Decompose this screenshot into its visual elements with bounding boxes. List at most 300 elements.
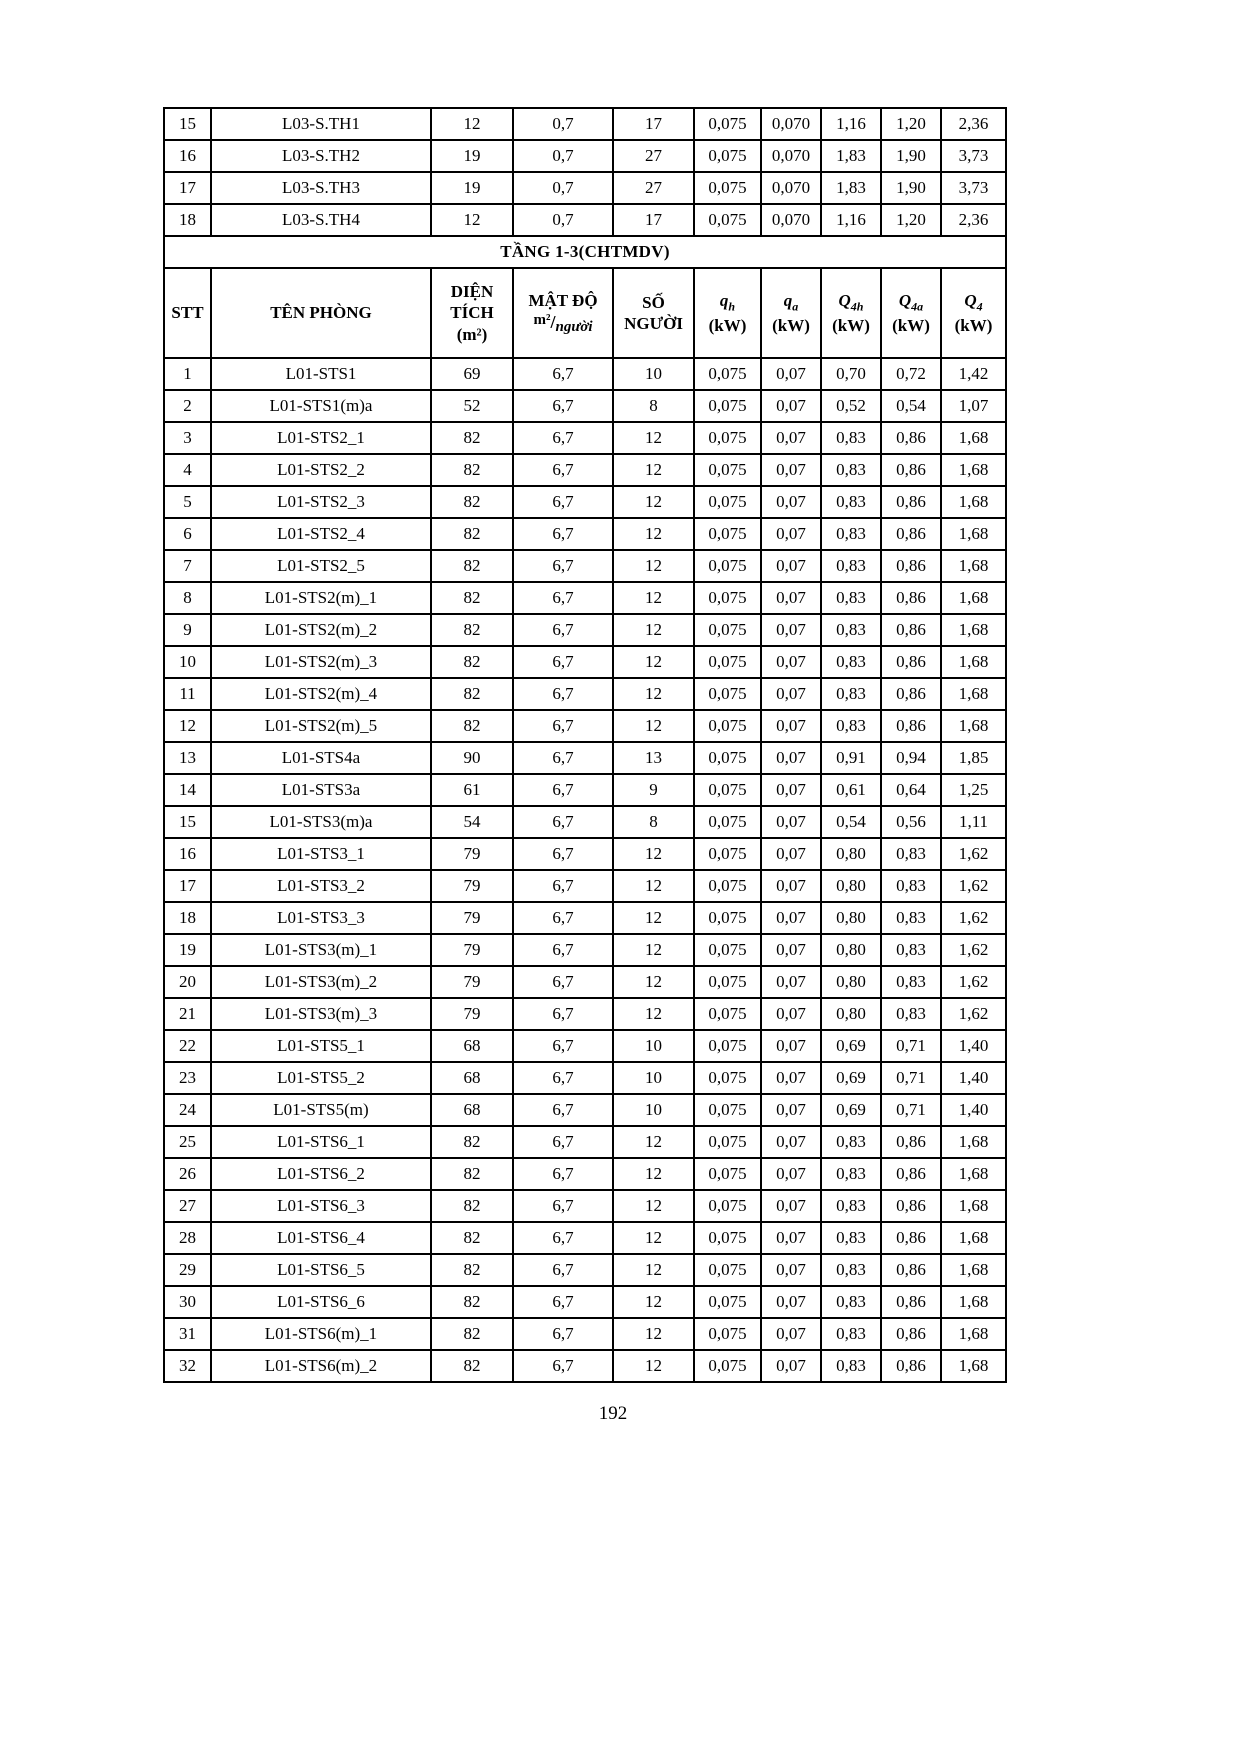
col-header-q4: [941, 268, 1006, 358]
table-cell: L01-STS2(m)_4: [211, 678, 431, 710]
table-cell: 12: [431, 108, 513, 140]
section-body: [164, 236, 1006, 358]
table-cell: 82: [431, 1318, 513, 1350]
table-cell: 0,07: [761, 550, 821, 582]
table-cell: 10: [164, 646, 211, 678]
frac-denominator: người: [555, 318, 593, 335]
table-cell: 0,86: [881, 550, 941, 582]
table-row: [164, 1222, 1006, 1254]
table-cell: 1,90: [881, 140, 941, 172]
table-cell: 82: [431, 486, 513, 518]
table-cell: 1,62: [941, 998, 1006, 1030]
table-cell: 0,07: [761, 358, 821, 390]
col-header-ten-phong: TÊN PHÒNG: [211, 268, 431, 358]
table-cell: 16: [164, 838, 211, 870]
table-cell: 0,86: [881, 614, 941, 646]
col-header-stt: STT: [164, 268, 211, 358]
table-cell: 5: [164, 486, 211, 518]
table-cell: L01-STS3(m)_1: [211, 934, 431, 966]
table-cell: 6,7: [513, 614, 613, 646]
table-cell: 0,07: [761, 998, 821, 1030]
table-cell: 12: [613, 1350, 694, 1382]
table-cell: 12: [613, 934, 694, 966]
table-cell: 6,7: [513, 1062, 613, 1094]
table-cell: 79: [431, 870, 513, 902]
table-cell: 6,7: [513, 550, 613, 582]
table-cell: 12: [613, 614, 694, 646]
table-cell: 9: [613, 774, 694, 806]
table-cell: 0,075: [694, 204, 761, 236]
main-rows-body: [164, 358, 1006, 1382]
table-cell: 1,68: [941, 1350, 1006, 1382]
table-cell: 0,61: [821, 774, 881, 806]
table-cell: 4: [164, 454, 211, 486]
table-cell: 82: [431, 1190, 513, 1222]
table-cell: L01-STS3_3: [211, 902, 431, 934]
table-row: [164, 172, 1006, 204]
table-cell: L01-STS6_6: [211, 1286, 431, 1318]
table-cell: 1,16: [821, 204, 881, 236]
table-cell: 12: [613, 902, 694, 934]
table-cell: 12: [613, 582, 694, 614]
table-cell: L01-STS6(m)_2: [211, 1350, 431, 1382]
table-cell: 0,83: [881, 870, 941, 902]
table-cell: 0,075: [694, 390, 761, 422]
table-cell: 12: [613, 454, 694, 486]
table-cell: 0,07: [761, 774, 821, 806]
table-cell: 12: [613, 710, 694, 742]
table-cell: 0,07: [761, 1350, 821, 1382]
table-row: [164, 1126, 1006, 1158]
table-cell: L01-STS3_1: [211, 838, 431, 870]
table-cell: 12: [613, 646, 694, 678]
table-cell: 0,86: [881, 646, 941, 678]
table-cell: 0,075: [694, 1158, 761, 1190]
table-row: [164, 838, 1006, 870]
table-cell: 0,075: [694, 550, 761, 582]
table-cell: L03-S.TH2: [211, 140, 431, 172]
math-symbol: [944, 290, 1003, 314]
symbol-subscript: 4: [976, 299, 983, 314]
table-cell: 13: [164, 742, 211, 774]
table-cell: 0,86: [881, 1350, 941, 1382]
table-cell: 82: [431, 1286, 513, 1318]
table-cell: 0,86: [881, 582, 941, 614]
table-cell: 82: [431, 422, 513, 454]
table-cell: 0,07: [761, 966, 821, 998]
table-row: [164, 1062, 1006, 1094]
table-cell: 0,075: [694, 582, 761, 614]
table-cell: 0,86: [881, 422, 941, 454]
table-cell: 79: [431, 838, 513, 870]
table-cell: 0,86: [881, 486, 941, 518]
table-cell: 0,075: [694, 454, 761, 486]
table-cell: 16: [164, 140, 211, 172]
table-cell: 1,68: [941, 614, 1006, 646]
table-cell: 0,83: [821, 710, 881, 742]
table-cell: L03-S.TH1: [211, 108, 431, 140]
symbol-subscript: 4a: [911, 299, 924, 314]
table-row: [164, 774, 1006, 806]
table-cell: 1,83: [821, 140, 881, 172]
table-cell: 0,07: [761, 1286, 821, 1318]
table-cell: 82: [431, 1158, 513, 1190]
table-cell: 12: [613, 678, 694, 710]
table-cell: 79: [431, 998, 513, 1030]
table-cell: 0,07: [761, 1254, 821, 1286]
table-cell: 12: [613, 1254, 694, 1286]
table-cell: 0,64: [881, 774, 941, 806]
table-cell: 6,7: [513, 358, 613, 390]
table-cell: 22: [164, 1030, 211, 1062]
table-cell: 68: [431, 1030, 513, 1062]
table-cell: 0,075: [694, 1222, 761, 1254]
table-cell: L03-S.TH4: [211, 204, 431, 236]
symbol-base: Q: [964, 291, 977, 311]
table-cell: 0,86: [881, 710, 941, 742]
table-cell: 0,91: [821, 742, 881, 774]
table-cell: 0,07: [761, 870, 821, 902]
table-cell: 6,7: [513, 518, 613, 550]
table-cell: L01-STS1: [211, 358, 431, 390]
table-cell: 1,07: [941, 390, 1006, 422]
table-cell: L01-STS6_3: [211, 1190, 431, 1222]
table-cell: 68: [431, 1062, 513, 1094]
table-cell: 1,40: [941, 1094, 1006, 1126]
table-cell: 52: [431, 390, 513, 422]
table-cell: 0,80: [821, 902, 881, 934]
table-row: [164, 204, 1006, 236]
table-cell: 0,7: [513, 204, 613, 236]
table-cell: 1,68: [941, 550, 1006, 582]
table-cell: L01-STS2(m)_5: [211, 710, 431, 742]
table-cell: 6,7: [513, 1126, 613, 1158]
table-cell: L01-STS2_1: [211, 422, 431, 454]
table-cell: 0,07: [761, 806, 821, 838]
table-cell: 0,075: [694, 1254, 761, 1286]
col-header-qa: [761, 268, 821, 358]
cooling-load-table: [163, 107, 1007, 1383]
table-cell: 1,42: [941, 358, 1006, 390]
table-cell: 1,68: [941, 1126, 1006, 1158]
table-cell: 12: [613, 838, 694, 870]
table-cell: 6,7: [513, 1094, 613, 1126]
table-cell: 8: [164, 582, 211, 614]
table-cell: 82: [431, 1350, 513, 1382]
table-cell: 0,83: [881, 998, 941, 1030]
table-cell: 0,86: [881, 454, 941, 486]
table-cell: 11: [164, 678, 211, 710]
table-cell: 0,83: [821, 646, 881, 678]
table-cell: 0,075: [694, 172, 761, 204]
table-cell: 0,83: [821, 678, 881, 710]
table-cell: 0,075: [694, 1062, 761, 1094]
table-cell: L01-STS2_5: [211, 550, 431, 582]
table-cell: 21: [164, 998, 211, 1030]
table-cell: L01-STS2_3: [211, 486, 431, 518]
table-cell: 0,80: [821, 934, 881, 966]
table-cell: 82: [431, 710, 513, 742]
table-cell: 6,7: [513, 742, 613, 774]
table-cell: L01-STS5_1: [211, 1030, 431, 1062]
table-cell: L01-STS3(m)a: [211, 806, 431, 838]
table-cell: 0,83: [881, 838, 941, 870]
table-cell: 6,7: [513, 998, 613, 1030]
table-cell: 0,52: [821, 390, 881, 422]
table-cell: 6,7: [513, 806, 613, 838]
table-cell: 0,69: [821, 1062, 881, 1094]
unit-label: (kW): [954, 315, 993, 335]
table-cell: 10: [613, 1062, 694, 1094]
table-cell: 82: [431, 678, 513, 710]
table-cell: 0,075: [694, 710, 761, 742]
table-cell: 0,07: [761, 1094, 821, 1126]
table-cell: 1,90: [881, 172, 941, 204]
unit-label: (kW): [772, 315, 810, 335]
table-cell: 0,075: [694, 358, 761, 390]
table-cell: 79: [431, 966, 513, 998]
table-cell: 6,7: [513, 838, 613, 870]
table-cell: L01-STS2_4: [211, 518, 431, 550]
table-cell: 32: [164, 1350, 211, 1382]
table-row: [164, 966, 1006, 998]
math-symbol: [824, 290, 878, 314]
table-cell: 1,83: [821, 172, 881, 204]
table-cell: 0,86: [881, 1190, 941, 1222]
table-cell: L01-STS3a: [211, 774, 431, 806]
table-cell: 0,83: [881, 934, 941, 966]
table-cell: 0,71: [881, 1030, 941, 1062]
header-line: SỐ: [642, 292, 665, 312]
table-cell: L01-STS5_2: [211, 1062, 431, 1094]
table-cell: 0,56: [881, 806, 941, 838]
table-cell: 6,7: [513, 1190, 613, 1222]
table-cell: 0,07: [761, 902, 821, 934]
table-header-row: [164, 268, 1006, 358]
table-cell: 0,07: [761, 838, 821, 870]
table-cell: 6,7: [513, 1222, 613, 1254]
symbol-base: q: [719, 291, 729, 311]
table-cell: 0,070: [761, 108, 821, 140]
table-cell: 0,86: [881, 1158, 941, 1190]
table-cell: 0,075: [694, 678, 761, 710]
section-title-row: [164, 236, 1006, 268]
table-cell: 2,36: [941, 204, 1006, 236]
table-cell: 8: [613, 390, 694, 422]
table-cell: 82: [431, 454, 513, 486]
col-header-dien-tich: [431, 268, 513, 358]
table-cell: 1,68: [941, 422, 1006, 454]
table-cell: 1,68: [941, 1222, 1006, 1254]
table-cell: 17: [613, 108, 694, 140]
table-cell: 1,62: [941, 934, 1006, 966]
table-row: [164, 582, 1006, 614]
table-cell: 6,7: [513, 1350, 613, 1382]
table-cell: 12: [613, 1318, 694, 1350]
table-cell: 0,075: [694, 966, 761, 998]
table-cell: L01-STS6_4: [211, 1222, 431, 1254]
table-cell: 0,7: [513, 108, 613, 140]
table-cell: 0,86: [881, 1318, 941, 1350]
table-cell: 13: [613, 742, 694, 774]
table-cell: 1,20: [881, 204, 941, 236]
table-cell: 6: [164, 518, 211, 550]
table-cell: 6,7: [513, 390, 613, 422]
table-cell: 18: [164, 204, 211, 236]
table-cell: L01-STS4a: [211, 742, 431, 774]
table-cell: 0,54: [821, 806, 881, 838]
table-cell: 0,07: [761, 614, 821, 646]
table-cell: 0,075: [694, 806, 761, 838]
table-cell: 69: [431, 358, 513, 390]
table-cell: 27: [164, 1190, 211, 1222]
table-cell: 12: [613, 1286, 694, 1318]
table-cell: 0,070: [761, 172, 821, 204]
table-row: [164, 678, 1006, 710]
page-number: 192: [598, 1403, 628, 1424]
table-cell: 1,68: [941, 1254, 1006, 1286]
table-cell: 0,83: [821, 1286, 881, 1318]
symbol-base: Q: [898, 291, 912, 311]
table-cell: L01-STS6(m)_1: [211, 1318, 431, 1350]
table-cell: 12: [613, 486, 694, 518]
table-cell: 26: [164, 1158, 211, 1190]
table-cell: 0,83: [821, 582, 881, 614]
table-row: [164, 140, 1006, 172]
table-cell: 82: [431, 550, 513, 582]
table-cell: 82: [431, 1254, 513, 1286]
table-cell: 0,86: [881, 1126, 941, 1158]
table-cell: 6,7: [513, 1030, 613, 1062]
math-symbol: [764, 290, 818, 314]
table-cell: 0,86: [881, 1254, 941, 1286]
table-cell: 0,07: [761, 518, 821, 550]
table-cell: 19: [431, 140, 513, 172]
table-cell: 0,80: [821, 870, 881, 902]
table-cell: 0,075: [694, 998, 761, 1030]
unit-label: (kW): [708, 315, 747, 335]
continuation-rows-body: [164, 108, 1006, 236]
table-cell: 0,86: [881, 1286, 941, 1318]
header-line: MẬT ĐỘ: [528, 290, 598, 310]
table-cell: 3,73: [941, 140, 1006, 172]
table-cell: 0,07: [761, 390, 821, 422]
table-cell: 0,83: [821, 454, 881, 486]
table-cell: 20: [164, 966, 211, 998]
table-cell: 15: [164, 108, 211, 140]
table-cell: 12: [613, 966, 694, 998]
col-header-qh: [694, 268, 761, 358]
table-cell: L01-STS1(m)a: [211, 390, 431, 422]
table-cell: 0,07: [761, 1062, 821, 1094]
table-cell: 19: [164, 934, 211, 966]
table-cell: L03-S.TH3: [211, 172, 431, 204]
table-cell: 10: [613, 1094, 694, 1126]
table-cell: 61: [431, 774, 513, 806]
table-cell: 6,7: [513, 1158, 613, 1190]
table-cell: 0,69: [821, 1030, 881, 1062]
table-cell: 79: [431, 934, 513, 966]
table-cell: 1,68: [941, 1158, 1006, 1190]
table-row: [164, 1190, 1006, 1222]
header-line: TÍCH: [450, 303, 494, 323]
table-cell: 0,07: [761, 646, 821, 678]
table-cell: L01-STS6_1: [211, 1126, 431, 1158]
table-cell: 1,68: [941, 582, 1006, 614]
math-symbol: [697, 290, 758, 314]
table-cell: 0,83: [821, 486, 881, 518]
table-cell: 6,7: [513, 1318, 613, 1350]
table-cell: 12: [613, 998, 694, 1030]
table-cell: 0,86: [881, 518, 941, 550]
table-row: [164, 1030, 1006, 1062]
symbol-base: q: [783, 291, 793, 311]
table-cell: 0,83: [821, 1190, 881, 1222]
table-cell: 24: [164, 1094, 211, 1126]
table-cell: 0,83: [821, 1350, 881, 1382]
table-cell: 0,07: [761, 1126, 821, 1158]
table-cell: 6,7: [513, 454, 613, 486]
table-row: [164, 1254, 1006, 1286]
table-cell: L01-STS2(m)_2: [211, 614, 431, 646]
table-cell: 6,7: [513, 710, 613, 742]
header-line: (m²): [456, 324, 488, 344]
table-cell: 1,62: [941, 902, 1006, 934]
table-cell: 0,07: [761, 1190, 821, 1222]
table-cell: 1,62: [941, 838, 1006, 870]
table-cell: 10: [613, 358, 694, 390]
table-row: [164, 902, 1006, 934]
table-cell: 0,075: [694, 1126, 761, 1158]
table-cell: 0,075: [694, 1350, 761, 1382]
table-cell: 0,075: [694, 1030, 761, 1062]
table-cell: L01-STS3(m)_2: [211, 966, 431, 998]
table-row: [164, 108, 1006, 140]
table-cell: 1,68: [941, 518, 1006, 550]
table-cell: 6,7: [513, 486, 613, 518]
table-cell: 0,83: [821, 1222, 881, 1254]
table-cell: 1,16: [821, 108, 881, 140]
table-cell: 1,68: [941, 710, 1006, 742]
table-cell: 2: [164, 390, 211, 422]
table-cell: 0,075: [694, 742, 761, 774]
symbol-subscript: 4h: [850, 299, 864, 314]
table-cell: 23: [164, 1062, 211, 1094]
col-header-q4h: [821, 268, 881, 358]
table-cell: 27: [613, 172, 694, 204]
table-cell: 0,72: [881, 358, 941, 390]
table-row: [164, 390, 1006, 422]
table-cell: 1,62: [941, 870, 1006, 902]
math-symbol: [884, 290, 938, 314]
table-cell: 8: [613, 806, 694, 838]
section-title: TẦNG 1-3(CHTMDV): [164, 236, 1006, 268]
table-cell: L01-STS6_2: [211, 1158, 431, 1190]
table-cell: 0,83: [821, 550, 881, 582]
table-cell: 6,7: [513, 646, 613, 678]
table-cell: 28: [164, 1222, 211, 1254]
table-cell: 12: [613, 1126, 694, 1158]
table-cell: 82: [431, 1126, 513, 1158]
table-cell: 0,075: [694, 1318, 761, 1350]
table-cell: 12: [431, 204, 513, 236]
table-cell: 12: [613, 1190, 694, 1222]
table-cell: 0,83: [821, 1254, 881, 1286]
table-cell: 0,71: [881, 1094, 941, 1126]
table-row: [164, 454, 1006, 486]
table-row: [164, 1350, 1006, 1382]
table-cell: 0,075: [694, 902, 761, 934]
